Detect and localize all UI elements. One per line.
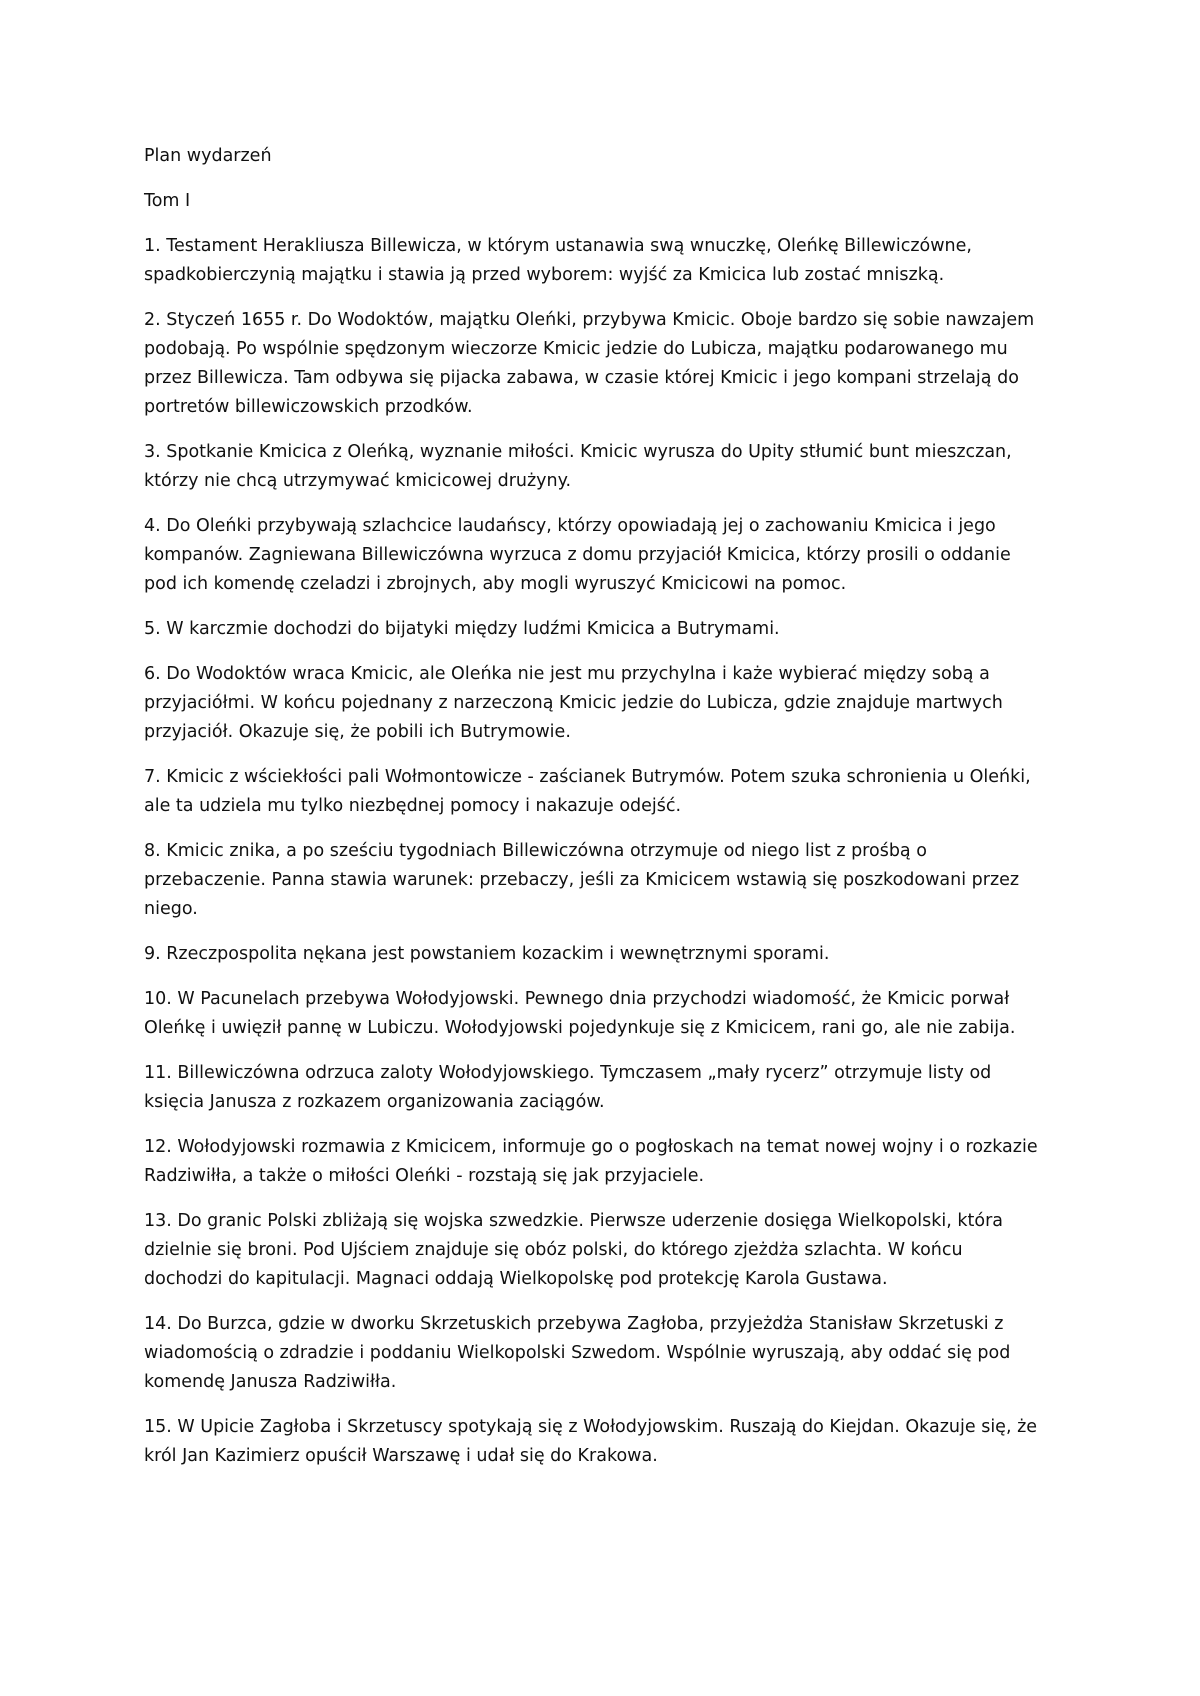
event-item: 5. W karczmie dochodzi do bijatyki między ludźmi Kmicica a Butrymami. xyxy=(144,619,780,639)
event-item: 9. Rzeczpospolita nękana jest powstaniem kozackim i wewnętrznymi sporami. xyxy=(144,944,830,964)
event-item: 3. Spotkanie Kmicica z Oleńką, wyznanie miłości. Kmicic wyrusza do Upity stłumić bunt mieszczan, którzy nie chcą utrzymywać kmicicowej drużyny. xyxy=(144,442,1012,491)
event-item: 15. W Upicie Zagłoba i Skrzetuscy spotykają się z Wołodyjowskim. Ruszają do Kiejdan. Okazuje się, że król Jan Kazimierz opuścił Warszawę i udał się do Krakowa. xyxy=(144,1417,1038,1466)
document-title: Plan wydarzeń xyxy=(144,146,272,166)
event-item: 8. Kmicic znika, a po sześciu tygodniach Billewiczówna otrzymuje od niego list z prośbą o przebaczenie. Panna stawia warunek: przebaczy, jeśli za Kmicicem wstawią się poszkodowani przez niego. xyxy=(144,841,1020,919)
event-item: 10. W Pacunelach przebywa Wołodyjowski. Pewnego dnia przychodzi wiadomość, że Kmicic porwał Oleńkę i uwięził pannę w Lubiczu. Wołodyjowski pojedynkuje się z Kmicicem, rani go, ale nie zabija. xyxy=(144,989,1016,1038)
document-body xyxy=(144,142,1044,1487)
event-item: 6. Do Wodoktów wraca Kmicic, ale Oleńka nie jest mu przychylna i każe wybierać między sobą a przyjaciółmi. W końcu pojednany z narzeczoną Kmicic jedzie do Lubicza, gdzie znajduje martwych przyjaciół. Okazuje się, że pobili ich Butrymowie. xyxy=(144,664,1003,742)
event-item: 12. Wołodyjowski rozmawia z Kmicicem, informuje go o pogłoskach na temat nowej wojny i o rozkazie Radziwiłła, a także o miłości Oleńki - rozstają się jak przyjaciele. xyxy=(144,1137,1038,1186)
event-item: 4. Do Oleńki przybywają szlachcice laudańscy, którzy opowiadają jej o zachowaniu Kmicica i jego kompanów. Zagniewana Billewiczówna wyrzuca z domu przyjaciół Kmicica, którzy prosili o oddanie pod ich komendę czeladzi i zbrojnych, aby mogli wyruszyć Kmicicowi na pomoc. xyxy=(144,516,1011,594)
event-list xyxy=(144,232,1044,1471)
event-item: 7. Kmicic z wściekłości pali Wołmontowicze - zaścianek Butrymów. Potem szuka schronienia u Oleńki, ale ta udziela mu tylko niezbędnej pomocy i nakazuje odejść. xyxy=(144,767,1031,816)
event-item: 14. Do Burzca, gdzie w dworku Skrzetuskich przebywa Zagłoba, przyjeżdża Stanisław Skrzetuski z wiadomością o zdradzie i poddaniu Wielkopolski Szwedom. Wspólnie wyruszają, aby oddać się pod komendę Janusza Radziwiłła. xyxy=(144,1314,1011,1392)
event-item: 11. Billewiczówna odrzuca zaloty Wołodyjowskiego. Tymczasem „mały rycerz” otrzymuje listy od księcia Janusza z rozkazem organizowania zaciągów. xyxy=(144,1063,992,1112)
event-item: 1. Testament Herakliusza Billewicza, w którym ustanawia swą wnuczkę, Oleńkę Billewiczówne, spadkobierczynią majątku i stawia ją przed wyborem: wyjść za Kmicica lub zostać mniszką. xyxy=(144,236,972,285)
event-item: 13. Do granic Polski zbliżają się wojska szwedzkie. Pierwsze uderzenie dosięga Wielkopolski, która dzielnie się broni. Pod Ujściem znajduje się obóz polski, do którego zjeżdża szlachta. W końcu dochodzi do kapitulacji. Magnaci oddają Wielkopolskę pod protekcję Karola Gustawa. xyxy=(144,1211,1003,1289)
document-subtitle: Tom I xyxy=(144,191,191,211)
event-item: 2. Styczeń 1655 r. Do Wodoktów, majątku Oleńki, przybywa Kmicic. Oboje bardzo się sobie nawzajem podobają. Po wspólnie spędzonym wieczorze Kmicic jedzie do Lubicza, majątku podarowanego mu przez Billewicza. Tam odbywa się pijacka zabawa, w czasie której Kmicic i jego kompani strzelają do portretów billewiczowskich przodków. xyxy=(144,310,1035,417)
